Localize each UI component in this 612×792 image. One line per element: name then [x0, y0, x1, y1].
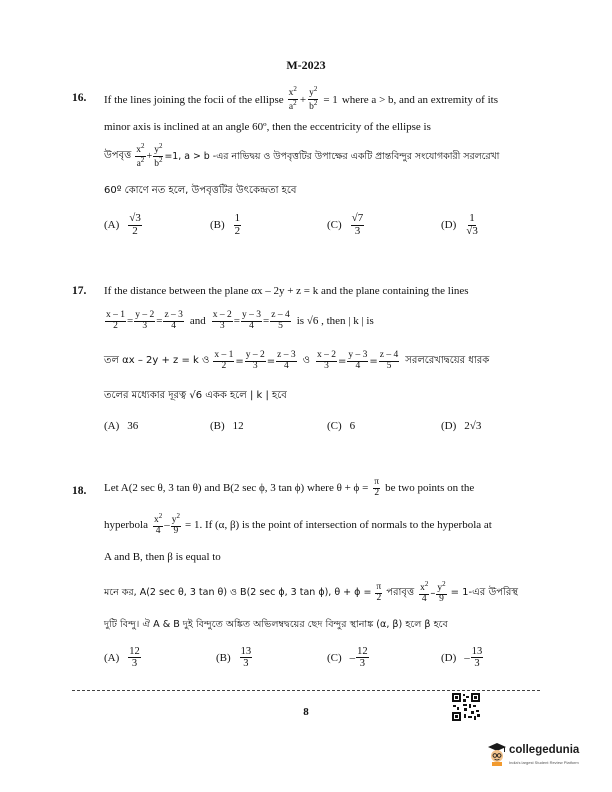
q16-bn-b: =1, a > b -এর নাভিদ্বয় ও উপবৃত্তটির উপাক্ষের একটি প্রান্তবিন্দুর সংযোগকারী সরলরেখা — [164, 151, 500, 163]
q17-bn-tail: সরলরেখাদ্বয়ের ধারক — [405, 354, 490, 366]
brand-watermark — [487, 740, 607, 784]
q17-bn-frac-2: $\frac{y - 2}{3}$ — [245, 350, 265, 371]
q17-option-b — [210, 420, 244, 432]
q17-option-c — [327, 420, 355, 432]
q18-option-c-label: (C) — [327, 651, 342, 664]
q18-text-a: Let A(2 sec θ, 3 tan θ) and B(2 sec ϕ, 3 tan ϕ) where θ + ϕ = — [104, 482, 369, 495]
q16-option-b-value: $\frac{1}{2}$ — [234, 212, 241, 237]
question-16-english-line-1: If the lines joining the focii of the ellipse $\frac{x^2}{a^2}$ + $\frac{y^2}{b^2}$ = 1 where a > b, and an extremity of its — [104, 85, 498, 113]
q18-bn-a: মনে কর, A(2 sec θ, 3 tan θ) ও B(2 sec ϕ, 3 tan ϕ), θ + ϕ = — [104, 586, 372, 598]
q18-bn-c: = 1-এর উপরিস্থ — [450, 586, 518, 598]
brand-tagline: India's largest Student Review Platform — [509, 760, 579, 765]
question-17-number: 17. — [72, 285, 87, 297]
q18-option-d-label: (D) — [441, 651, 457, 664]
q17-tail: is √6 , then | k | is — [296, 315, 374, 328]
q16-option-a-value: $\frac{√3}{2}$ — [129, 212, 141, 237]
q16-option-c-label: (C) — [327, 219, 342, 232]
question-17-bengali-line-1: তল αx – 2y + z = k ও $\frac{x - 1}{2}$ = $\frac{y - 2}{3}$ = $\frac{z - 3}{4}$ ও $\frac{x - 2}{3}$ = $\frac{y - 3}{4}$ = $\frac{z - 4}{5}$ সরলরেখাদ্বয়ের ধারক — [104, 350, 490, 371]
q18-frac-x24: $\frac{x^2}{4}$ — [153, 512, 163, 537]
q18-bn-b: পরাবৃত্ত — [386, 586, 415, 598]
q18-option-a-label: (A) — [104, 651, 120, 664]
q16-option-a-label: (A) — [104, 219, 120, 232]
q18-option-b-label: (B) — [216, 651, 231, 664]
question-16-english-line-2: minor axis is inclined at an angle 60º, then the eccentricity of the ellipse is — [104, 121, 431, 133]
q18-bn-frac-y29: $\frac{y^2}{9}$ — [437, 580, 446, 605]
q16-text-a: If the lines joining the focii of the ellipse — [104, 93, 284, 106]
q18-hyperbola: hyperbola — [104, 519, 148, 532]
q18-option-d — [441, 646, 484, 669]
q18-option-c-sign: – — [349, 651, 356, 664]
q17-option-a-label: (A) — [104, 420, 120, 432]
q16-option-d-value: $\frac{1}{√3}$ — [466, 212, 478, 237]
question-18-english-line-2: hyperbola $\frac{x^2}{4}$ – $\frac{y^2}{9}$ = 1. If (α, β) is the point of intersection of normals to the hyperbola at — [104, 512, 492, 537]
q16-frac-y2b2: $\frac{y^2}{b^2}$ — [309, 85, 318, 113]
q17-bn-frac-1: $\frac{x - 1}{2}$ — [214, 350, 234, 371]
q18-option-a-value: $\frac{12}{3}$ — [129, 646, 140, 670]
q18-text-b2: = 1. If (α, β) is the point of intersection of normals to the hyperbola at — [184, 519, 492, 532]
q17-frac-5: $\frac{y - 3}{4}$ — [242, 310, 262, 331]
q16-option-c — [327, 213, 365, 237]
q17-bn-and: ও — [302, 354, 310, 366]
question-18-number: 18. — [72, 485, 87, 497]
q17-frac-2: $\frac{y - 2}{3}$ — [135, 310, 155, 331]
q16-option-a — [104, 213, 143, 237]
question-16-number: 16. — [72, 92, 87, 104]
q18-frac-y29: $\frac{y^2}{9}$ — [171, 512, 180, 537]
question-16-bengali-line-1: উপবৃত্ত $\frac{x^2}{a^2}$ + $\frac{y^2}{b^2}$ =1, a > b -এর নাভিদ্বয় ও উপবৃত্তটির উপাক্ষের একটি প্রান্তবিন্দুর সংযোগকারী সরলরেখা — [104, 142, 500, 170]
q18-bn-frac-pi2: $\frac{\pi}{2}$ — [376, 581, 382, 603]
page-number: 8 — [303, 706, 309, 718]
q17-option-a — [104, 420, 138, 432]
q18-option-c-value: $\frac{12}{3}$ — [357, 646, 368, 670]
question-17-english-line-2: $\frac{x - 1}{2}$ = $\frac{y - 2}{3}$ = $\frac{z - 3}{4}$ and $\frac{x - 2}{3}$ = $\frac{y - 3}{4}$ = $\frac{z - 4}{5}$ is √6 , then | k | is — [106, 310, 374, 331]
q18-frac-pi2: $\frac{\pi}{2}$ — [374, 477, 380, 498]
q17-frac-3: $\frac{z - 3}{4}$ — [164, 310, 183, 331]
q17-frac-6: $\frac{z - 4}{5}$ — [271, 310, 290, 331]
q17-bn-frac-4: $\frac{x - 2}{3}$ — [316, 350, 336, 371]
q17-option-d-value: 2√3 — [464, 420, 482, 432]
q17-and: and — [189, 315, 206, 328]
q17-option-b-value: 12 — [232, 420, 244, 432]
question-18-english-line-1 — [104, 478, 474, 499]
q16-option-d — [441, 213, 480, 237]
q16-option-c-value: $\frac{√7}{3}$ — [351, 212, 364, 237]
q16-option-b — [210, 213, 242, 237]
q17-option-b-label: (B) — [210, 420, 225, 432]
q16-frac-x2a2: $\frac{x^2}{a^2}$ — [288, 85, 297, 113]
question-17-bengali-line-2: তলের মধ্যেকার দূরত্ব √6 একক হলে | k | হবে — [104, 390, 287, 401]
q17-bn-frac-6: $\frac{z - 4}{5}$ — [379, 350, 399, 371]
q16-option-d-label: (D) — [441, 219, 457, 232]
q18-option-a — [104, 646, 142, 669]
q17-option-c-label: (C) — [327, 420, 342, 432]
q18-text-b: be two points on the — [385, 482, 475, 495]
question-18-bengali-line-2: দুটি বিন্দু। ঐ A & B দুই বিন্দুতে অঙ্কিত অভিলম্বদ্বয়ের ছেদ বিন্দুর স্থানাঙ্ক (α, β) হলে β হবে — [104, 619, 448, 630]
q17-bn-a: তল αx – 2y + z = k ও — [104, 354, 210, 366]
q16-bn-a: উপবৃত্ত — [104, 150, 132, 162]
q17-frac-4: $\frac{x - 2}{3}$ — [212, 310, 232, 331]
q17-bn-frac-5: $\frac{y - 3}{4}$ — [348, 350, 368, 371]
q17-option-d-label: (D) — [441, 420, 457, 432]
q18-option-d-value: $\frac{13}{3}$ — [471, 646, 483, 670]
q16-bn-frac-y2b2: $\frac{y^2}{b^2}$ — [154, 142, 163, 170]
footer-divider — [72, 690, 540, 691]
q17-frac-1: $\frac{x - 1}{2}$ — [106, 310, 125, 331]
q18-option-c — [327, 646, 370, 669]
q16-option-b-label: (B) — [210, 219, 225, 232]
question-16-bengali-line-2: 60º কোণে নত হলে, উপবৃত্তটির উৎকেন্দ্রতা হবে — [104, 185, 297, 196]
q16-bn-frac-x2a2: $\frac{x^2}{a^2}$ — [136, 142, 145, 170]
q18-option-d-sign: – — [464, 651, 470, 664]
question-18-bengali-line-1: মনে কর, A(2 sec θ, 3 tan θ) ও B(2 sec ϕ, 3 tan ϕ), θ + ϕ = $\frac{\pi}{2}$ পরাবৃত্ত $\frac{x^2}{4}$ – $\frac{y^2}{9}$ = 1-এর উপরিস্থ — [104, 580, 518, 605]
graduate-avatar-icon — [487, 742, 507, 766]
brand-name: collegedunia — [509, 744, 580, 756]
paper-code: M-2023 — [286, 58, 326, 72]
q17-bn-frac-3: $\frac{z - 3}{4}$ — [277, 350, 296, 371]
question-17-english-line-1: If the distance between the plane αx – 2y + z = k and the plane containing the lines — [104, 285, 469, 297]
q18-bn-frac-x24: $\frac{x^2}{4}$ — [420, 580, 429, 605]
qr-code-icon — [451, 692, 481, 722]
q17-option-c-value: 6 — [349, 420, 356, 432]
question-18-english-line-3: A and B, then β is equal to — [104, 551, 221, 563]
q16-text-b: where a > b, and an extremity of its — [341, 93, 498, 106]
q17-option-d — [441, 420, 481, 432]
q18-option-b — [216, 646, 253, 669]
q18-option-b-value: $\frac{13}{3}$ — [240, 646, 252, 670]
q17-option-a-value: 36 — [127, 420, 139, 432]
